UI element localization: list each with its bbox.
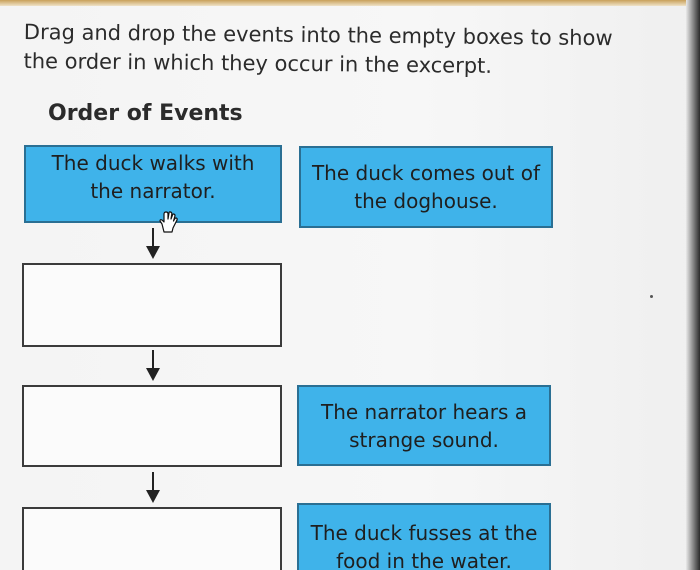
screen-speck bbox=[650, 295, 653, 298]
empty-drop-slot-2[interactable] bbox=[22, 385, 282, 467]
choice-strange-sound-text: The narrator hears a strange sound. bbox=[321, 399, 527, 452]
choice-doghouse[interactable] bbox=[299, 146, 553, 228]
hand-cursor-icon bbox=[156, 210, 180, 234]
placed-event-box[interactable] bbox=[24, 145, 282, 223]
choice-food-in-water[interactable] bbox=[297, 503, 551, 570]
screen-right-edge bbox=[686, 0, 700, 570]
empty-drop-slot-1[interactable] bbox=[22, 263, 282, 347]
arrow-down-icon bbox=[143, 472, 163, 504]
top-edge bbox=[0, 0, 700, 6]
arrow-down-icon bbox=[143, 350, 163, 382]
order-of-events-title: Order of Events bbox=[48, 101, 243, 126]
choice-doghouse-text: The duck comes out of the doghouse. bbox=[311, 161, 541, 213]
instructions-text: Drag and drop the events into the empty boxes to show the order in which they occur in the excerpt. bbox=[23, 19, 613, 78]
choice-strange-sound[interactable] bbox=[297, 385, 551, 466]
placed-event-text: The duck walks with the narrator. bbox=[51, 151, 255, 203]
empty-drop-slot-3[interactable] bbox=[22, 507, 282, 570]
choice-food-in-water-text: The duck fusses at the food in the water. bbox=[310, 521, 538, 570]
